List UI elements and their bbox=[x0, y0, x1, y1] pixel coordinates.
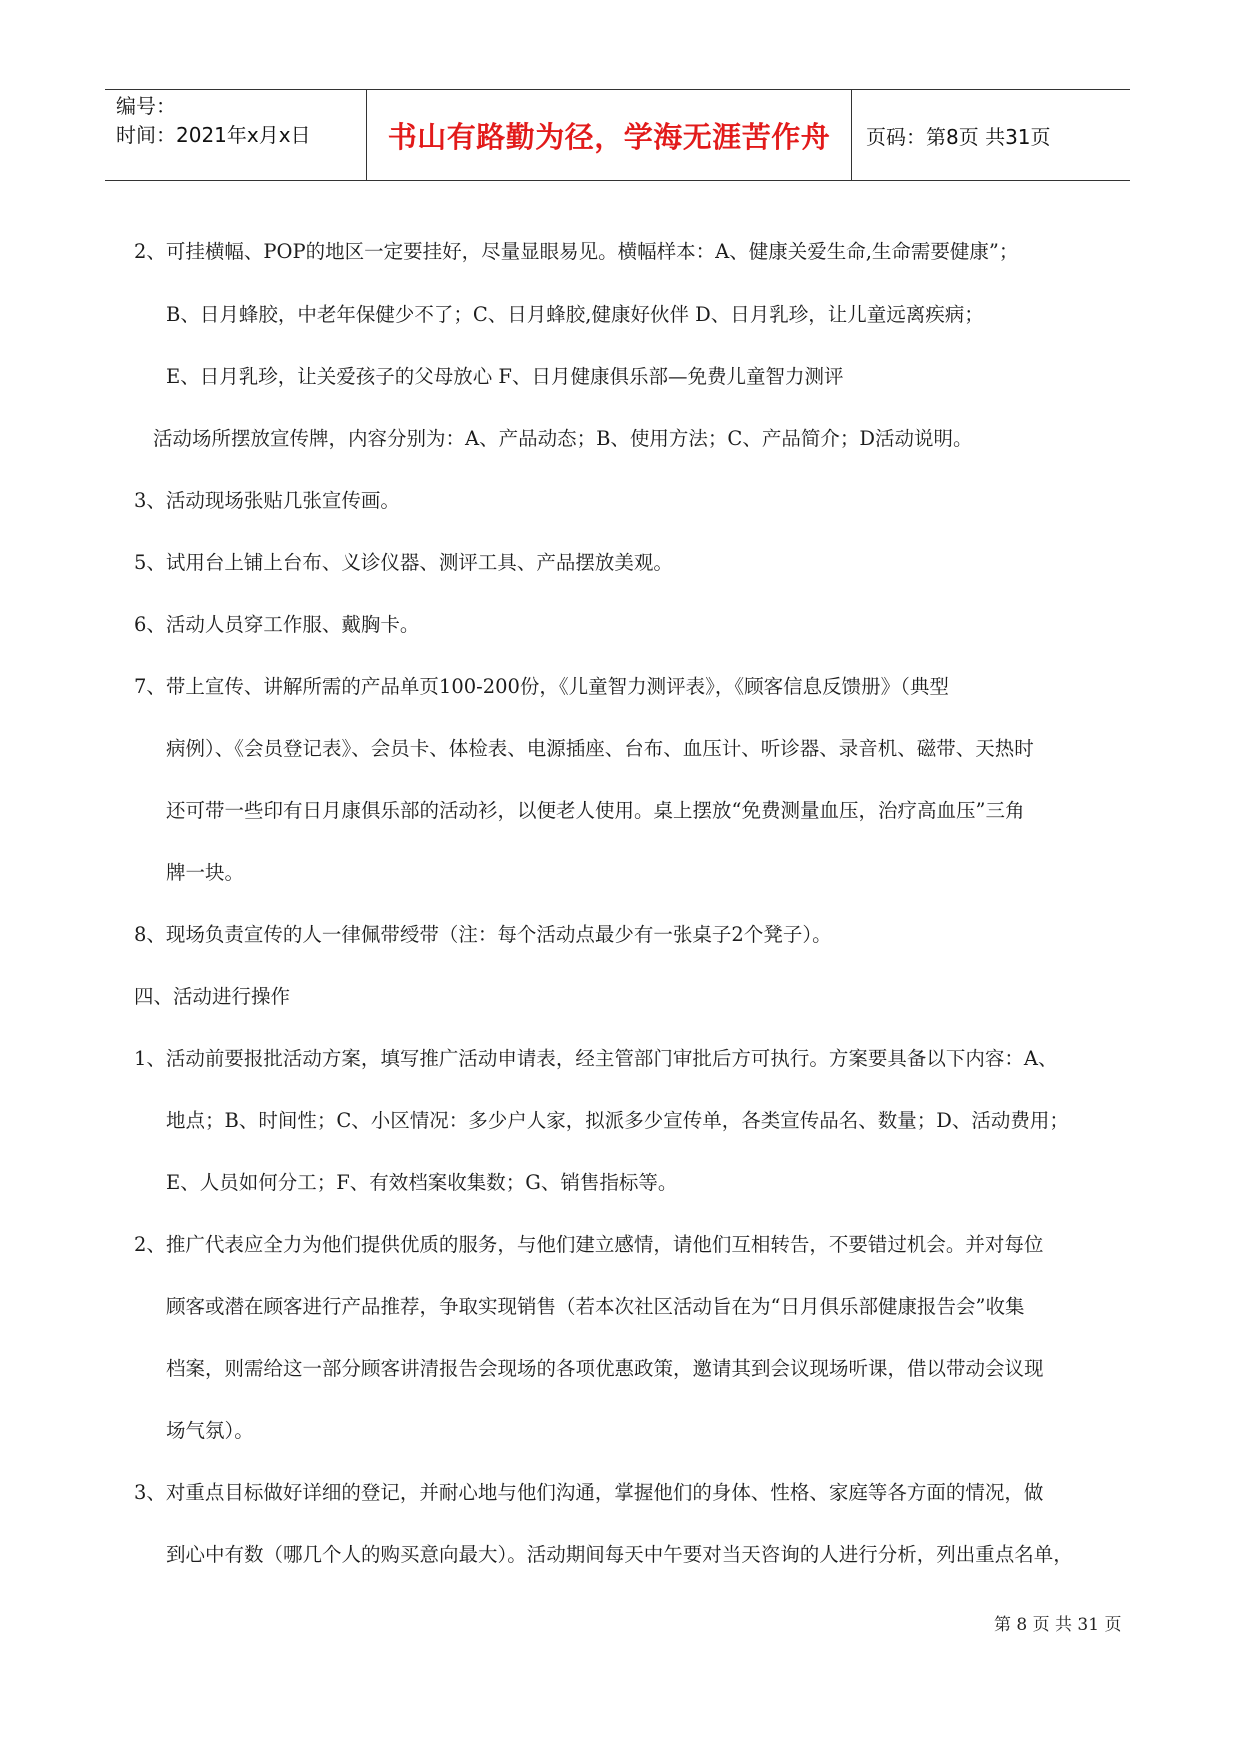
body-line: 还可带一些印有日月康俱乐部的活动衫，以便老人使用。桌上摆放“免费测量血压，治疗高血压”三角 bbox=[166, 799, 1025, 822]
body-line: 3、对重点目标做好详细的登记，并耐心地与他们沟通，掌握他们的身体、性格、家庭等各方面的情况，做 bbox=[134, 1481, 1044, 1504]
body-line: 7、带上宣传、讲解所需的产品单页100-200份，《儿童智力测评表》，《顾客信息反馈册》（典型 bbox=[134, 675, 949, 698]
body-line: 病例）、《会员登记表》、会员卡、体检表、电源插座、台布、血压计、听诊器、录音机、磁带、天热时 bbox=[166, 737, 1034, 760]
body-line: 6、活动人员穿工作服、戴胸卡。 bbox=[134, 613, 420, 636]
header-meta bbox=[105, 90, 367, 180]
body-line: 场气氛）。 bbox=[166, 1419, 254, 1442]
body-line: 8、现场负责宣传的人一律佩带绶带（注：每个活动点最少有一张桌子2个凳子）。 bbox=[134, 923, 832, 946]
document-time-label: 时间：2021年x月x日 bbox=[116, 123, 311, 147]
document-number-label: 编号： bbox=[116, 94, 176, 118]
body-line: 2、可挂横幅、POP的地区一定要挂好，尽量显眼易见。横幅样本：A、健康关爱生命,生命需要健康”； bbox=[134, 240, 1019, 263]
body-line: B、日月蜂胶，中老年保健少不了；C、日月蜂胶,健康好伙伴 D、日月乳珍，让儿童远离疾病； bbox=[166, 303, 984, 326]
header-page-code: 页码：第8页 共31页 bbox=[866, 124, 1051, 149]
body-line: 地点；B、时间性；C、小区情况：多少户人家，拟派多少宣传单，各类宣传品名、数量；D、活动费用； bbox=[166, 1109, 1069, 1132]
page-footer: 第 8 页 共 31 页 bbox=[994, 1615, 1122, 1635]
body-line: 牌一块。 bbox=[166, 861, 245, 884]
body-line: E、人员如何分工；F、有效档案收集数；G、销售指标等。 bbox=[166, 1171, 678, 1194]
body-line: 3、活动现场张贴几张宣传画。 bbox=[134, 489, 400, 512]
page-header bbox=[105, 89, 1130, 181]
body-line: 顾客或潜在顾客进行产品推荐，争取实现销售（若本次社区活动旨在为“日月俱乐部健康报告会”收集 bbox=[166, 1295, 1025, 1318]
body-line: 档案，则需给这一部分顾客讲清报告会现场的各项优惠政策，邀请其到会议现场听课，借以带动会议现 bbox=[166, 1357, 1044, 1380]
body-line: 到心中有数（哪几个人的购买意向最大）。活动期间每天中午要对当天咨询的人进行分析，列出重点名单， bbox=[166, 1543, 1073, 1566]
body-line: E、日月乳珍，让关爱孩子的父母放心 F、日月健康俱乐部—免费儿童智力测评 bbox=[166, 365, 844, 388]
body-line: 2、推广代表应全力为他们提供优质的服务，与他们建立感情，请他们互相转告，不要错过机会。并对每位 bbox=[134, 1233, 1044, 1256]
body-line: 活动场所摆放宣传牌，内容分别为：A、产品动态；B、使用方法；C、产品简介；D活动说明。 bbox=[153, 427, 973, 450]
header-motto: 书山有路勤为径，学海无涯苦作舟 bbox=[367, 90, 852, 180]
section-heading: 四、活动进行操作 bbox=[134, 985, 291, 1008]
body-line: 1、活动前要报批活动方案，填写推广活动申请表，经主管部门审批后方可执行。方案要具备以下内容：A、 bbox=[134, 1047, 1058, 1070]
body-line: 5、试用台上铺上台布、义诊仪器、测评工具、产品摆放美观。 bbox=[134, 551, 673, 574]
